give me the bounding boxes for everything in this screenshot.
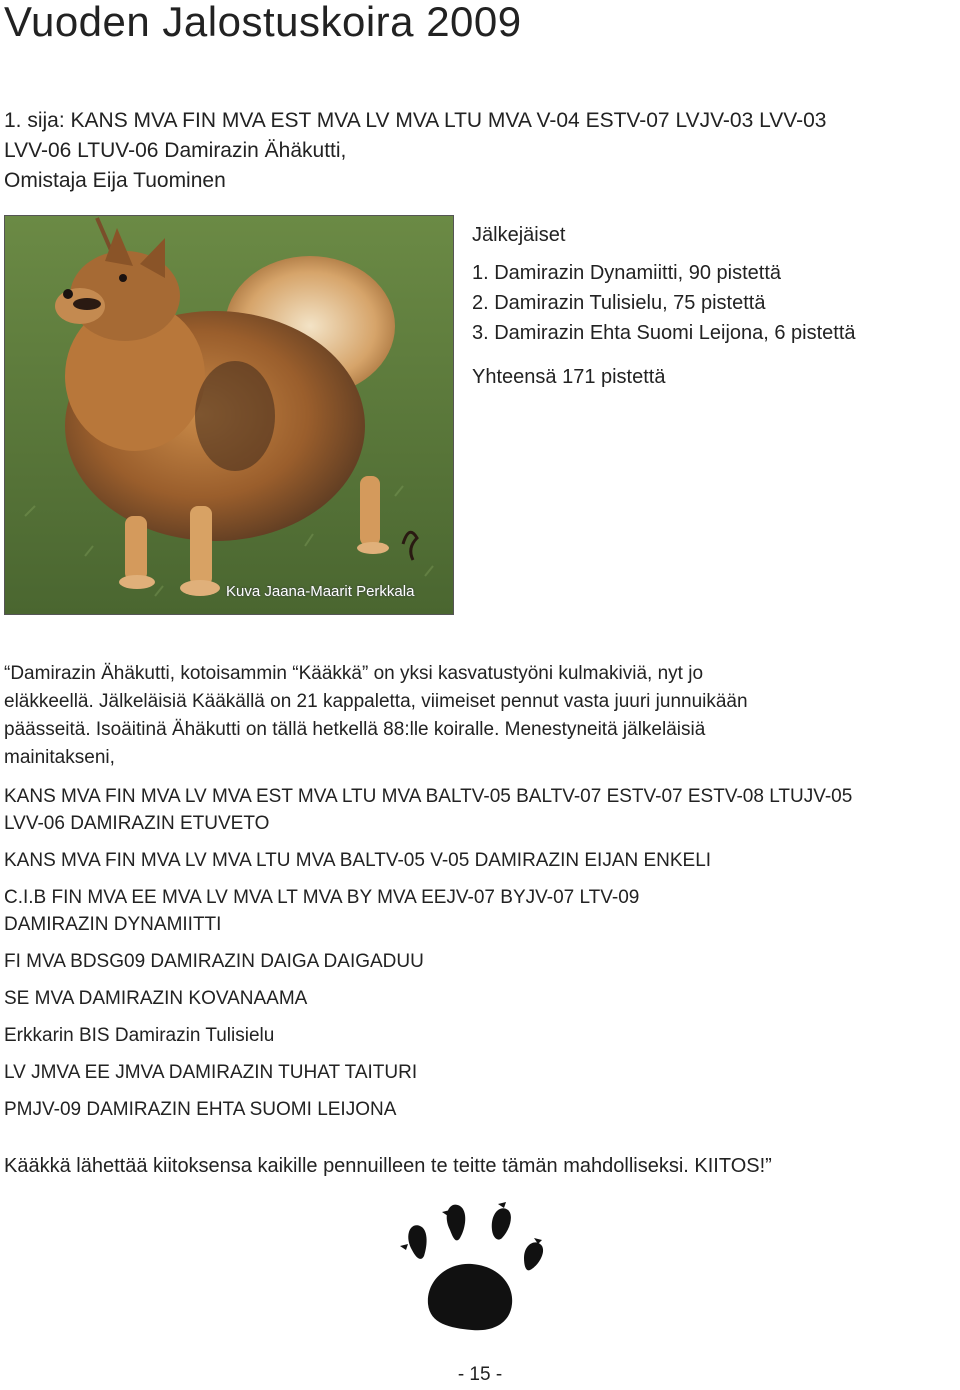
page-number: - 15 - xyxy=(457,1364,503,1385)
achievement-line: FI MVA BDSG09 DAMIRAZIN DAIGA DAIGADUU xyxy=(4,951,424,972)
intro-line: Omistaja Eija Tuominen xyxy=(4,169,226,192)
achievement-item xyxy=(4,847,949,874)
achievement-item xyxy=(4,948,949,975)
achievement-line: DAMIRAZIN DYNAMIITTI xyxy=(4,914,222,935)
achievement-line: PMJV-09 DAMIRAZIN EHTA SUOMI LEIJONA xyxy=(4,1099,397,1120)
dog-photo xyxy=(4,215,454,615)
results-heading: Jälkejäiset xyxy=(472,224,566,246)
page-title: Vuoden Jalostuskoira 2009 xyxy=(4,0,522,45)
story-line: “Damirazin Ähäkutti, kotoisammin “Kääkkä” on yksi kasvatustyöni kulmakiviä, nyt jo xyxy=(4,663,704,684)
result-item: 1. Damirazin Dynamiitti, 90 pistettä xyxy=(472,262,782,284)
intro-line: 1. sija: KANS MVA FIN MVA EST MVA LV MVA LTU MVA V-04 ESTV-07 LVJV-03 LVV-03 xyxy=(4,109,827,132)
achievement-item xyxy=(4,985,949,1012)
achievement-line: Erkkarin BIS Damirazin Tulisielu xyxy=(4,1025,275,1046)
achievement-line: KANS MVA FIN MVA LV MVA LTU MVA BALTV-05 V-05 DAMIRAZIN EIJAN ENKELI xyxy=(4,850,712,871)
achievement-line: KANS MVA FIN MVA LV MVA EST MVA LTU MVA BALTV-05 BALTV-07 ESTV-07 ESTV-08 LTUJV-05 xyxy=(4,786,853,807)
paw-print-icon xyxy=(398,1200,548,1340)
result-item: 3. Damirazin Ehta Suomi Leijona, 6 pistettä xyxy=(472,322,856,344)
story-line: päässeitä. Isoäitinä Ähäkutti on tällä hetkellä 88:lle koiralle. Menestyneitä jälkeläisiä xyxy=(4,719,706,740)
photo-caption: Kuva Jaana-Maarit Perkkala xyxy=(226,583,415,600)
achievement-line: LV JMVA EE JMVA DAMIRAZIN TUHAT TAITURI xyxy=(4,1062,418,1083)
dog-illustration xyxy=(5,216,454,615)
achievement-line: C.I.B FIN MVA EE MVA LV MVA LT MVA BY MVA EEJV-07 BYJV-07 LTV-09 xyxy=(4,887,640,908)
thanks-message: Kääkkä lähettää kiitoksensa kaikille pennuilleen te teitte tämän mahdolliseksi. KIITOS!” xyxy=(4,1155,772,1177)
intro-line: LVV-06 LTUV-06 Damirazin Ähäkutti, xyxy=(4,139,347,162)
offspring-results xyxy=(472,220,856,392)
achievement-item xyxy=(4,783,949,837)
achievements-list xyxy=(4,783,949,1133)
achievement-line: SE MVA DAMIRAZIN KOVANAAMA xyxy=(4,988,308,1009)
results-total: Yhteensä 171 pistettä xyxy=(472,366,666,388)
story-line: mainitakseni, xyxy=(4,747,115,768)
achievement-item xyxy=(4,884,949,938)
winner-intro xyxy=(4,106,944,196)
achievement-item xyxy=(4,1022,949,1049)
story-paragraph xyxy=(4,660,949,772)
achievement-line: LVV-06 DAMIRAZIN ETUVETO xyxy=(4,813,270,834)
achievement-item xyxy=(4,1059,949,1086)
story-line: eläkkeellä. Jälkeläisiä Kääkällä on 21 kappaletta, viimeiset pennut vasta juuri junnuikään xyxy=(4,691,748,712)
result-item: 2. Damirazin Tulisielu, 75 pistettä xyxy=(472,292,766,314)
achievement-item xyxy=(4,1096,949,1123)
